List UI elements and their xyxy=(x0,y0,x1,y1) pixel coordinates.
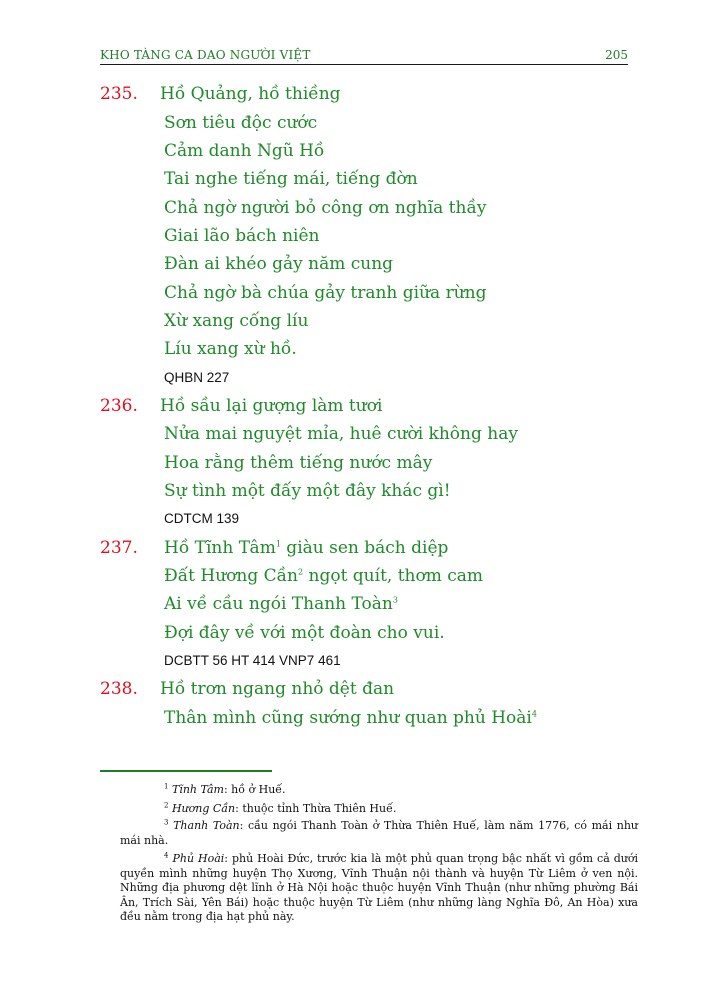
verse-line: Hồ Tĩnh Tâm$^1$ giàu sen bách diệp xyxy=(164,538,449,558)
verse-line: Ai về cầu ngói Thanh Toàn$^3$ xyxy=(164,594,398,614)
source-reference: DCBTT 56 HT 414 VNP7 461 xyxy=(164,653,341,668)
footnote: $^1$ Tĩnh Tâm: hồ ở Huế. xyxy=(164,782,286,796)
footnote-marker: 4 xyxy=(531,709,537,719)
footnote-divider xyxy=(100,770,272,772)
entry-number: 237. xyxy=(100,538,138,558)
verse-line: Tai nghe tiếng mái, tiếng đờn xyxy=(164,169,418,189)
verse-line: Hoa rằng thêm tiếng nước mây xyxy=(164,453,433,473)
page-number: 205 xyxy=(605,48,628,62)
footnote-marker: 2 xyxy=(298,567,304,577)
verse-line: Đất Hương Cần$^2$ ngọt quít, thơm cam xyxy=(164,566,484,586)
verse-line: Hồ trơn ngang nhỏ dệt đan xyxy=(160,679,395,699)
verse-line: Cảm danh Ngũ Hồ xyxy=(164,141,325,161)
footnote: $^4$ Phủ Hoài: phủ Hoài Đức, trước kia là một phủ quan trọng bậc nhất vì gồm cả dưới quyền mình những huyện Thọ Xương, Vĩnh Thuận nội thành và huyện Từ Liêm ở ven nội. Những địa phương dệt lĩnh ở Hà Nội hoặc thuộc huyện Vĩnh Thuận (như những phường Bái Ân, Trích Sài, Yên Bái) hoặc thuộc huyện Từ Liêm (như những làng Nghĩa Đô, An Hòa) xưa đều nằm trong địa hạt phủ này. xyxy=(120,851,639,923)
verse-line: Đàn ai khéo gảy năm cung xyxy=(164,254,394,274)
footnote: $^3$ Thanh Toàn: cầu ngói Thanh Toàn ở Thừa Thiên Huế, làm năm 1776, có mái như mái nhà. xyxy=(120,818,638,847)
verse-line: Chả ngờ người bỏ công ơn nghĩa thầy xyxy=(164,198,487,218)
source-reference: CDTCM 139 xyxy=(164,511,240,526)
verse-line: Hồ sầu lại gượng làm tươi xyxy=(160,396,383,416)
book-title: KHO TÀNG CA DAO NGƯỜI VIỆT xyxy=(100,48,311,62)
verse-line: Thân mình cũng sướng như quan phủ Hoài$^4$ xyxy=(164,708,537,728)
footnote-marker: 3 xyxy=(392,595,398,605)
verse-line: Xừ xang cống líu xyxy=(164,311,309,331)
verse-line: Giai lão bách niên xyxy=(164,226,320,246)
footnote-marker: 1 xyxy=(275,539,281,549)
footnote: $^2$ Hương Cần: thuộc tỉnh Thừa Thiên Huế. xyxy=(164,801,397,815)
entry-number: 235. xyxy=(100,84,138,104)
page-header xyxy=(100,48,628,65)
verse-line: Líu xang xừ hồ. xyxy=(164,339,297,359)
verse-line: Nửa mai nguyệt mỉa, huê cười không hay xyxy=(164,424,518,444)
verse-line: Sự tình một đấy một đây khác gì! xyxy=(164,481,451,501)
verse-line: Hồ Quảng, hồ thiềng xyxy=(160,84,341,104)
verse-line: Chả ngờ bà chúa gảy tranh giữa rừng xyxy=(164,283,487,303)
source-reference: QHBN 227 xyxy=(164,370,230,385)
entry-number: 236. xyxy=(100,396,138,416)
verse-line: Sơn tiêu độc cước xyxy=(164,113,318,133)
entry-number: 238. xyxy=(100,679,138,699)
verse-line: Đợi đây về với một đoàn cho vui. xyxy=(164,623,445,643)
